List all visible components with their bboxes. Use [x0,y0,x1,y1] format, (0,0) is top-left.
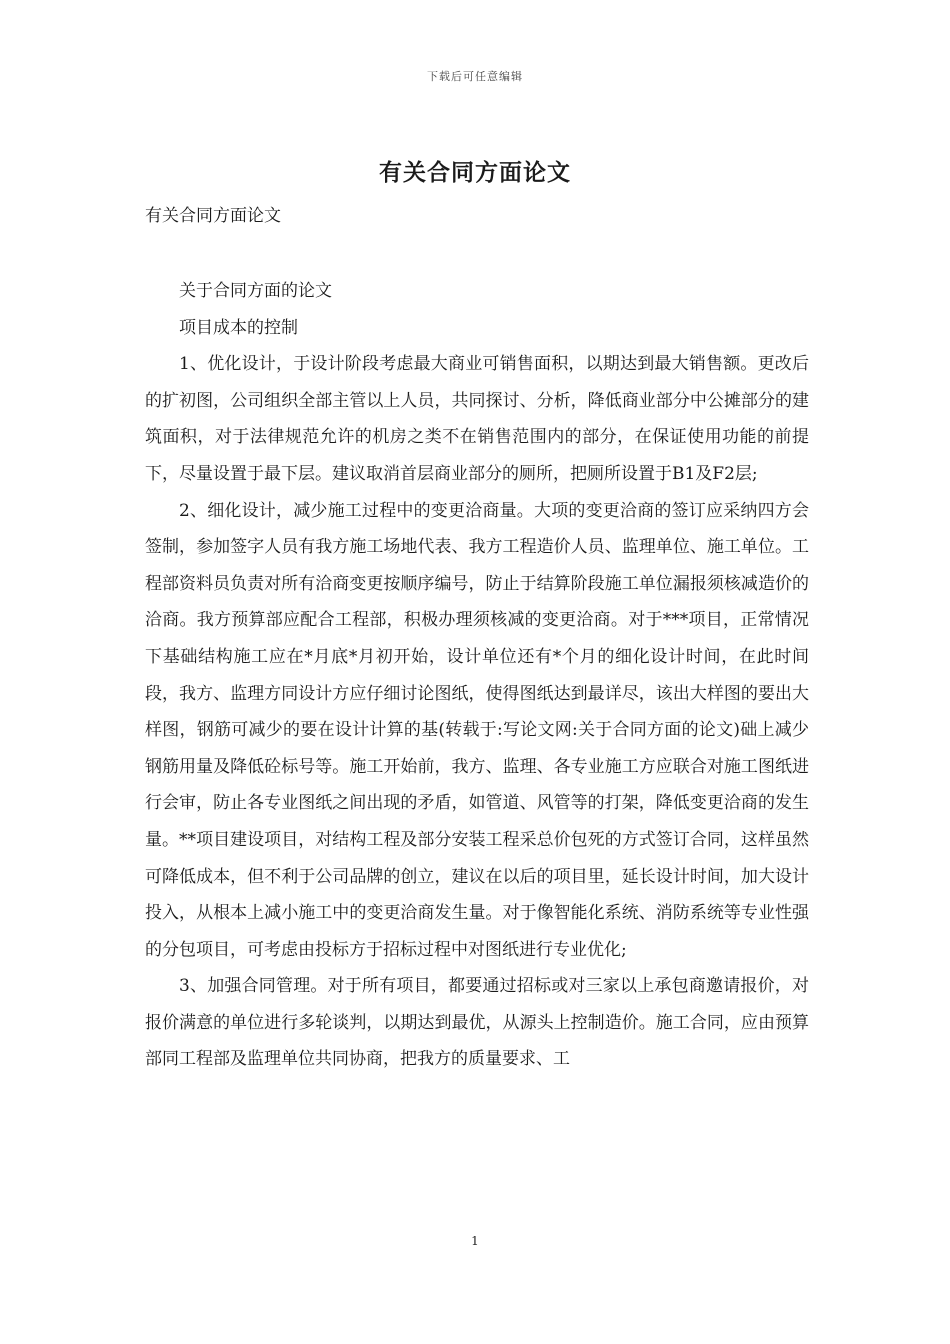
paragraph: 关于合同方面的论文 [179,281,332,301]
paragraph: 项目成本的控制 [179,317,298,338]
page-number: 1 [471,1234,479,1248]
document-body [145,273,809,1078]
document-subtitle: 有关合同方面论文 [145,206,281,226]
document-title: 有关合同方面论文 [379,159,571,186]
paragraph: 1、优化设计，于设计阶段考虑最大商业可销售面积，以期达到最大销售额。更改后的扩初图，公司组织全部主管以上人员，共同探讨、分析，降低商业部分中公摊部分的建筑面积，对于法律规范允许的机房之类不在销售范围内的部分，在保证使用功能的前提下，尽量设置于最下层。建议取消首层商业部分的厕所，把厕所设置于B1及F2层; [145,354,809,484]
page-header: 下载后可任意编辑 [427,70,523,83]
paragraph: 3、加强合同管理。对于所有项目，都要通过招标或对三家以上承包商邀请报价，对报价满意的单位进行多轮谈判，以期达到最优，从源头上控制造价。施工合同，应由预算部同工程部及监理单位共同协商，把我方的质量要求、工 [145,976,809,1070]
paragraph: 2、细化设计，减少施工过程中的变更洽商量。大项的变更洽商的签订应采纳四方会签制，参加签字人员有我方施工场地代表、我方工程造价人员、监理单位、施工单位。工程部资料员负责对所有洽商变更按顺序编号，防止于结算阶段施工单位漏报须核减造价的洽商。我方预算部应配合工程部，积极办理须核减的变更洽商。对于***项目，正常情况下基础结构施工应在*月底*月初开始，设计单位还有*个月的细化设计时间，在此时间段，我方、监理方同设计方应仔细讨论图纸，使得图纸达到最详尽，该出大样图的要出大样图，钢筋可减少的要在设计计算的基(转载于:写论文网:关于合同方面的论文)础上减少钢筋用量及降低砼标号等。施工开始前，我方、监理、各专业施工方应联合对施工图纸进行会审，防止各专业图纸之间出现的矛盾，如管道、风管等的打架，降低变更洽商的发生量。**项目建设项目，对结构工程及部分安装工程采总价包死的方式签订合同，这样虽然可降低成本，但不利于公司品牌的创立，建议在以后的项目里，延长设计时间，加大设计投入，从根本上减小施工中的变更洽商发生量。对于像智能化系统、消防系统等专业性强的分包项目，可考虑由投标方于招标过程中对图纸进行专业优化; [145,500,809,960]
